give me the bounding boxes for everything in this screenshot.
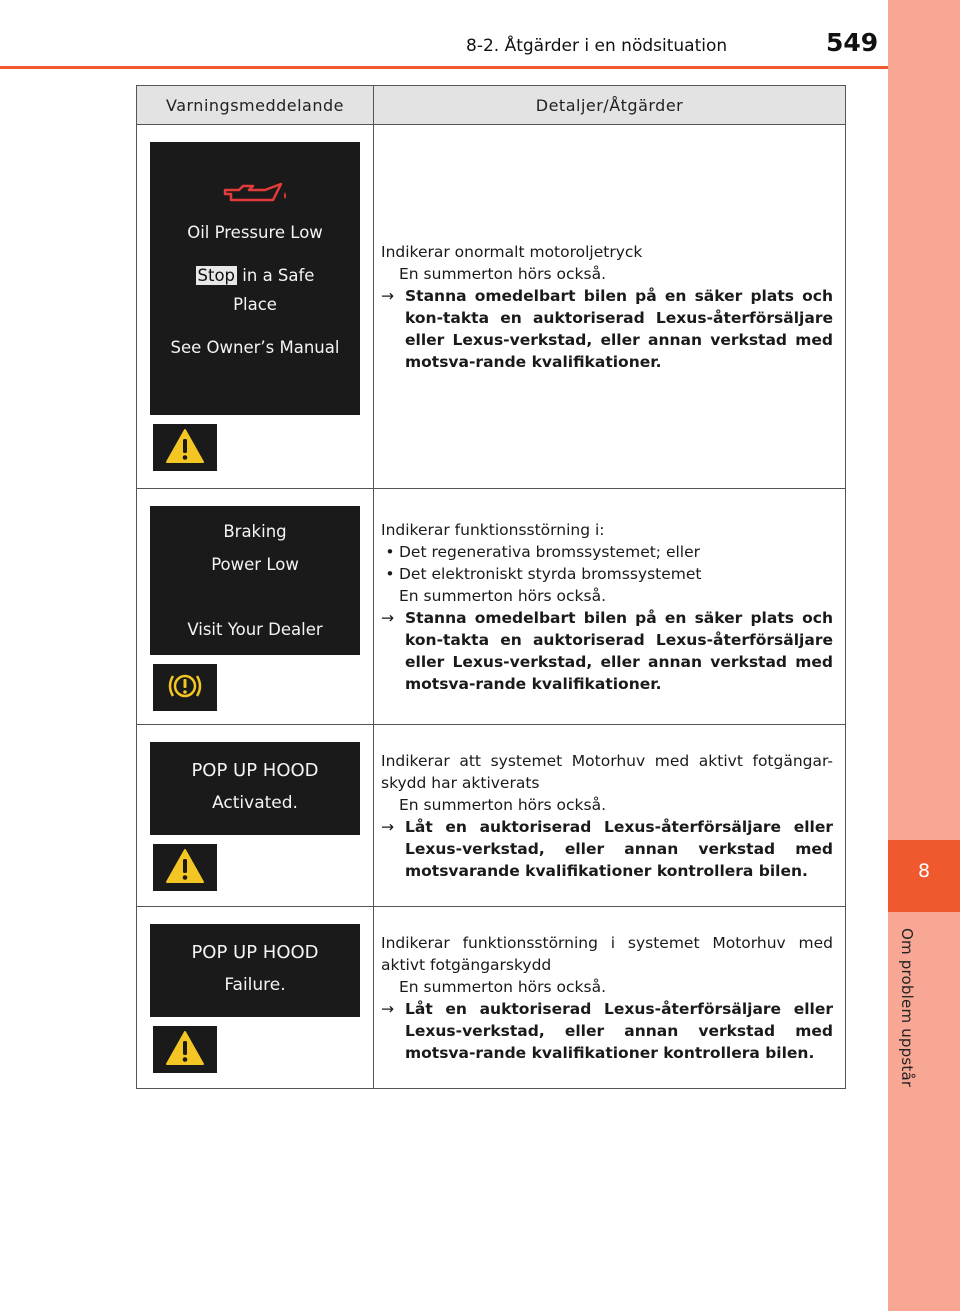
bullet-item [381,563,833,585]
arrow-icon: → [381,286,394,305]
message-cell [137,489,374,725]
message-cell [137,725,374,907]
warning-indicator [153,1026,217,1073]
display-line-3: Visit Your Dealer [187,620,323,639]
page-number: 549 [826,28,879,57]
column-header-message: Varningsmeddelande [137,86,374,125]
display-line-4: See Owner’s Manual [170,338,340,357]
display-line-3: Place [233,295,277,314]
oil-pressure-display [150,142,360,415]
bullet-text: Det elektroniskt styrda bromssystemet [399,564,702,583]
display-line-1: POP UP HOOD [191,942,319,963]
braking-display [150,506,360,655]
action-instruction [381,998,833,1064]
table-row [137,125,846,489]
action-instruction [381,816,833,882]
details-cell [374,725,846,907]
action-instruction [381,285,833,373]
action-text: Stanna omedelbart bilen på en säker plats och kon-takta en auktoriserad Lexus-återförsäljare eller Lexus-verkstad, eller annan verkstad med motsva-rande kvalifikationer. [405,286,833,371]
bullet-mark: • [385,542,395,561]
brake-warning-icon [165,671,205,705]
display-line-1: Braking [223,522,287,541]
details-cell [374,907,846,1089]
action-text: Låt en auktoriserad Lexus-återförsäljare eller Lexus-verkstad, eller annan verkstad med motsva-rande kvalifikationer kontrollera bilen. [405,999,833,1062]
table-header-row [137,86,846,125]
pop-up-hood-failure-display [150,924,360,1017]
stop-label: Stop [197,266,236,285]
warning-triangle-icon [165,1030,205,1070]
buzzer-note: En summerton hörs också. [399,264,607,283]
display-line-1: Oil Pressure Low [187,223,323,242]
warning-table [136,85,846,1089]
warning-triangle-icon [165,848,205,888]
chapter-number: 8 [917,860,931,882]
buzzer-note: En summerton hörs också. [399,586,607,605]
warning-indicator [153,424,217,471]
column-header-details: Detaljer/Åtgärder [374,86,846,125]
display-line-1: POP UP HOOD [191,760,319,781]
detail-line: Indikerar att systemet Motorhuv med aktivt fotgängar-skydd har aktiverats [381,751,833,792]
details-cell [374,489,846,725]
section-title: 8-2. Åtgärder i en nödsituation [466,36,728,56]
details-cell [374,125,846,489]
table-row [137,907,846,1089]
arrow-icon: → [381,999,394,1018]
display-line-2: Power Low [211,555,299,574]
message-cell [137,125,374,489]
warning-indicator [153,844,217,891]
display-line-2 [150,265,360,287]
buzzer-note: En summerton hörs också. [399,795,607,814]
table-row [137,725,846,907]
display-line-2: Failure. [224,975,286,995]
chapter-title: Om problem uppstår [898,928,916,1088]
display-line-2-rest: in a Safe [237,266,315,285]
action-instruction [381,607,833,695]
brake-indicator [153,664,217,711]
bullet-text: Det regenerativa bromssystemet; eller [399,542,701,561]
detail-line: Indikerar funktionsstörning i systemet Motorhuv med aktivt fotgängarskydd [381,933,833,974]
bullet-mark: • [385,564,395,583]
action-text: Stanna omedelbart bilen på en säker plats och kon-takta en auktoriserad Lexus-återförsäljare eller Lexus-verkstad, eller annan verkstad med motsva-rande kvalifikationer. [405,608,833,693]
message-cell [137,907,374,1089]
pop-up-hood-activated-display [150,742,360,835]
table-row [137,489,846,725]
detail-line: Indikerar funktionsstörning i: [381,520,605,539]
header-rule [0,66,888,69]
arrow-icon: → [381,608,394,627]
detail-line: Indikerar onormalt motoroljetryck [381,242,643,261]
display-line-2: Activated. [212,793,298,813]
bullet-item [381,541,833,563]
oil-can-icon [150,180,360,214]
action-text: Låt en auktoriserad Lexus-återförsäljare eller Lexus-verkstad, eller annan verkstad med motsvarande kvalifikationer kontrollera bilen. [405,817,833,880]
warning-triangle-icon [165,428,205,468]
buzzer-note: En summerton hörs också. [399,977,607,996]
arrow-icon: → [381,817,394,836]
